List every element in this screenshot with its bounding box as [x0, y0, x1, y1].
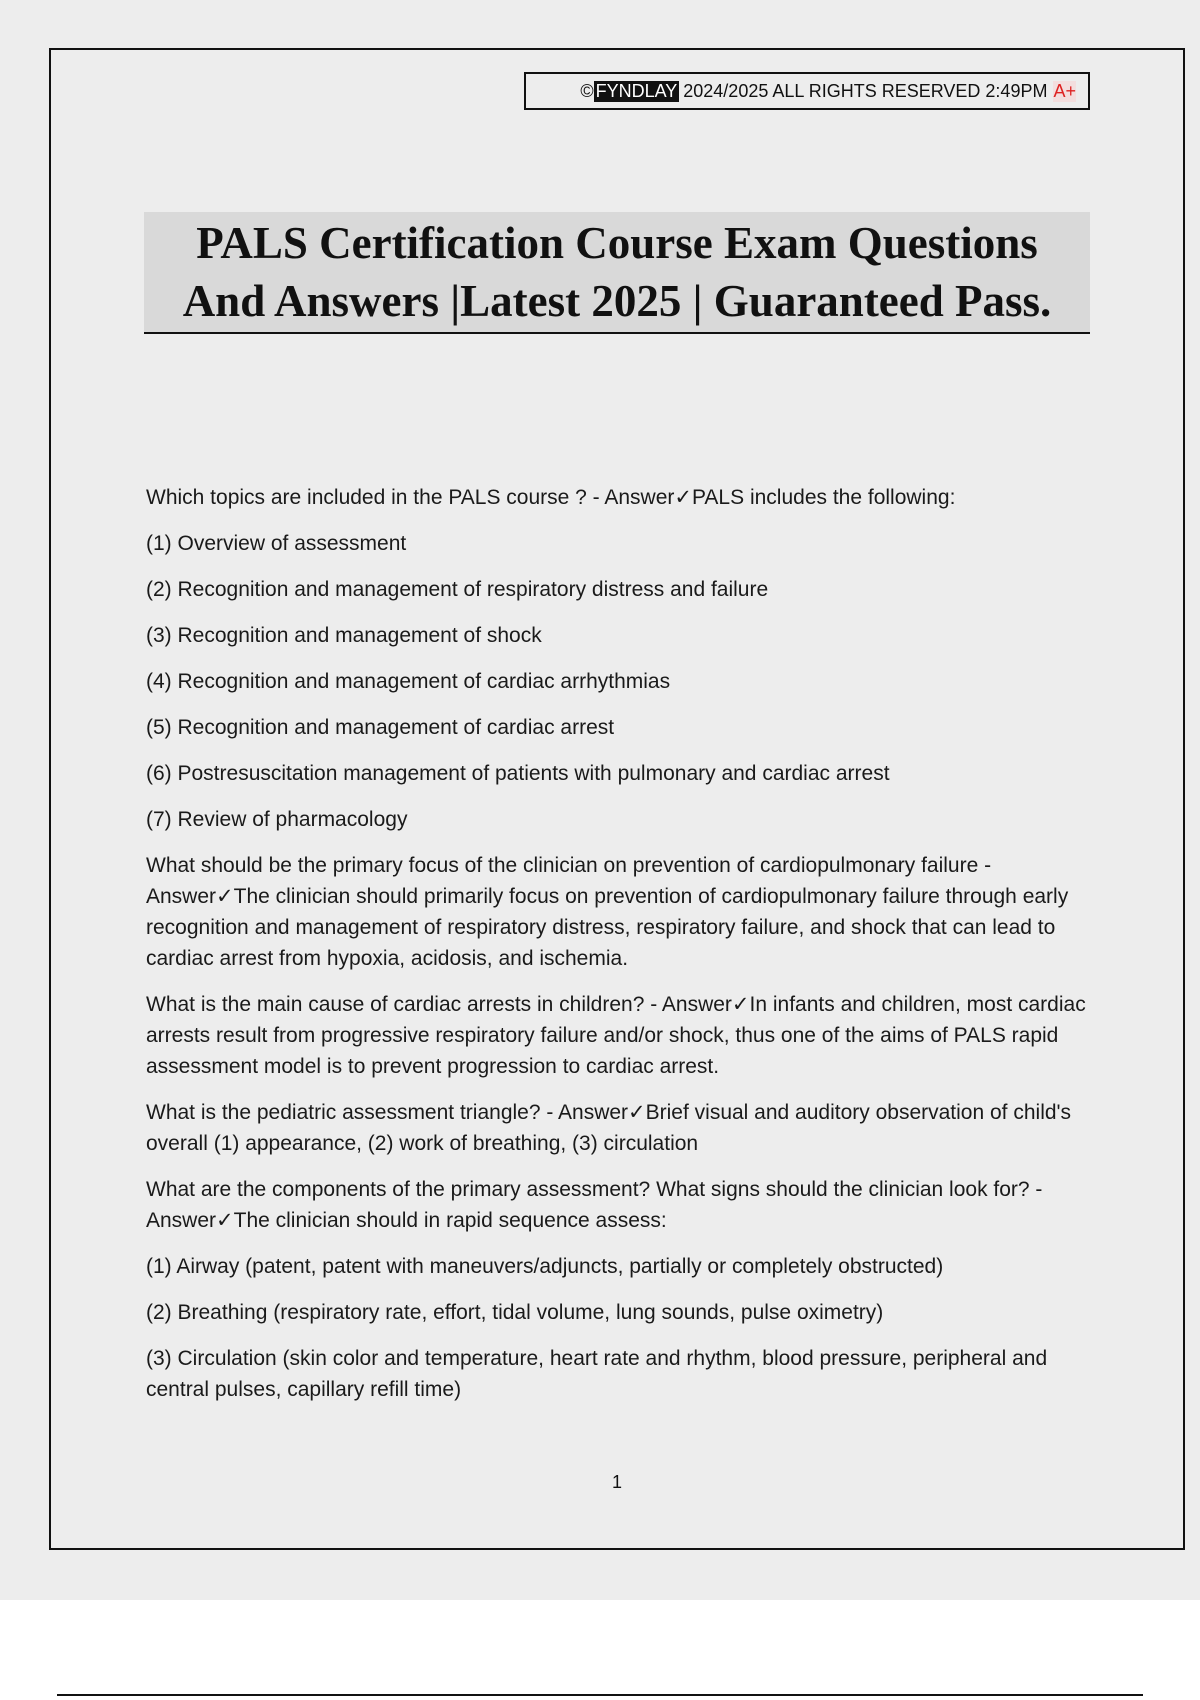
paragraph: (6) Postresuscitation management of patients with pulmonary and cardiac arrest	[146, 762, 890, 785]
paragraph: What is the main cause of cardiac arrests in children? - Answer✓In infants and children, most cardiac arrests result from progressive respiratory failure and/or shock, thus one of the aims of PALS rapid assessment model is to prevent progression to cardiac arrest.	[146, 993, 1086, 1078]
paragraph: (5) Recognition and management of cardiac arrest	[146, 716, 615, 739]
paragraph: What is the pediatric assessment triangle? - Answer✓Brief visual and auditory observation of child's overall (1) appearance, (2) work of breathing, (3) circulation	[146, 1101, 1072, 1155]
paragraph: Which topics are included in the PALS course ? - Answer✓PALS includes the following:	[146, 486, 956, 509]
paragraph: (2) Breathing (respiratory rate, effort, tidal volume, lung sounds, pulse oximetry)	[146, 1301, 884, 1324]
paragraph: What are the components of the primary assessment? What signs should the clinician look for? - Answer✓The clinician should in rapid sequence assess:	[146, 1178, 1043, 1232]
rights-text: 2024/2025 ALL RIGHTS RESERVED 2:49PM	[683, 80, 1048, 101]
qa-content	[146, 482, 1086, 1420]
grade-badge: A+	[1053, 80, 1076, 101]
author-name: FYNDLAY	[595, 80, 678, 101]
paragraph: What should be the primary focus of the clinician on prevention of cardiopulmonary failure - Answer✓The clinician should primarily focus on prevention of cardiopulmonary failure through early recognition and management of respiratory distress, respiratory failure, and shock that can lead to cardiac arrest from hypoxia, acidosis, and ischemia.	[146, 854, 1069, 970]
copyright-header	[524, 72, 1090, 110]
copyright-symbol: ©	[580, 80, 594, 101]
paragraph: (1) Overview of assessment	[146, 532, 407, 555]
paragraph: (1) Airway (patent, patent with maneuvers/adjuncts, partially or completely obstructed)	[146, 1255, 944, 1278]
paragraph: (4) Recognition and management of cardiac arrhythmias	[146, 670, 671, 693]
title-line-2: And Answers |Latest 2025 | Guaranteed Pass.	[182, 276, 1052, 326]
title-line-1: PALS Certification Course Exam Questions	[196, 218, 1038, 268]
paragraph: (3) Recognition and management of shock	[146, 624, 542, 647]
paragraph: (2) Recognition and management of respiratory distress and failure	[146, 578, 769, 601]
paragraph: (3) Circulation (skin color and temperature, heart rate and rhythm, blood pressure, peripheral and central pulses, capillary refill time)	[146, 1347, 1048, 1401]
footer-divider	[57, 1694, 1143, 1696]
page-number: 1	[611, 1472, 622, 1492]
paragraph: (7) Review of pharmacology	[146, 808, 408, 831]
document-title	[144, 212, 1090, 334]
